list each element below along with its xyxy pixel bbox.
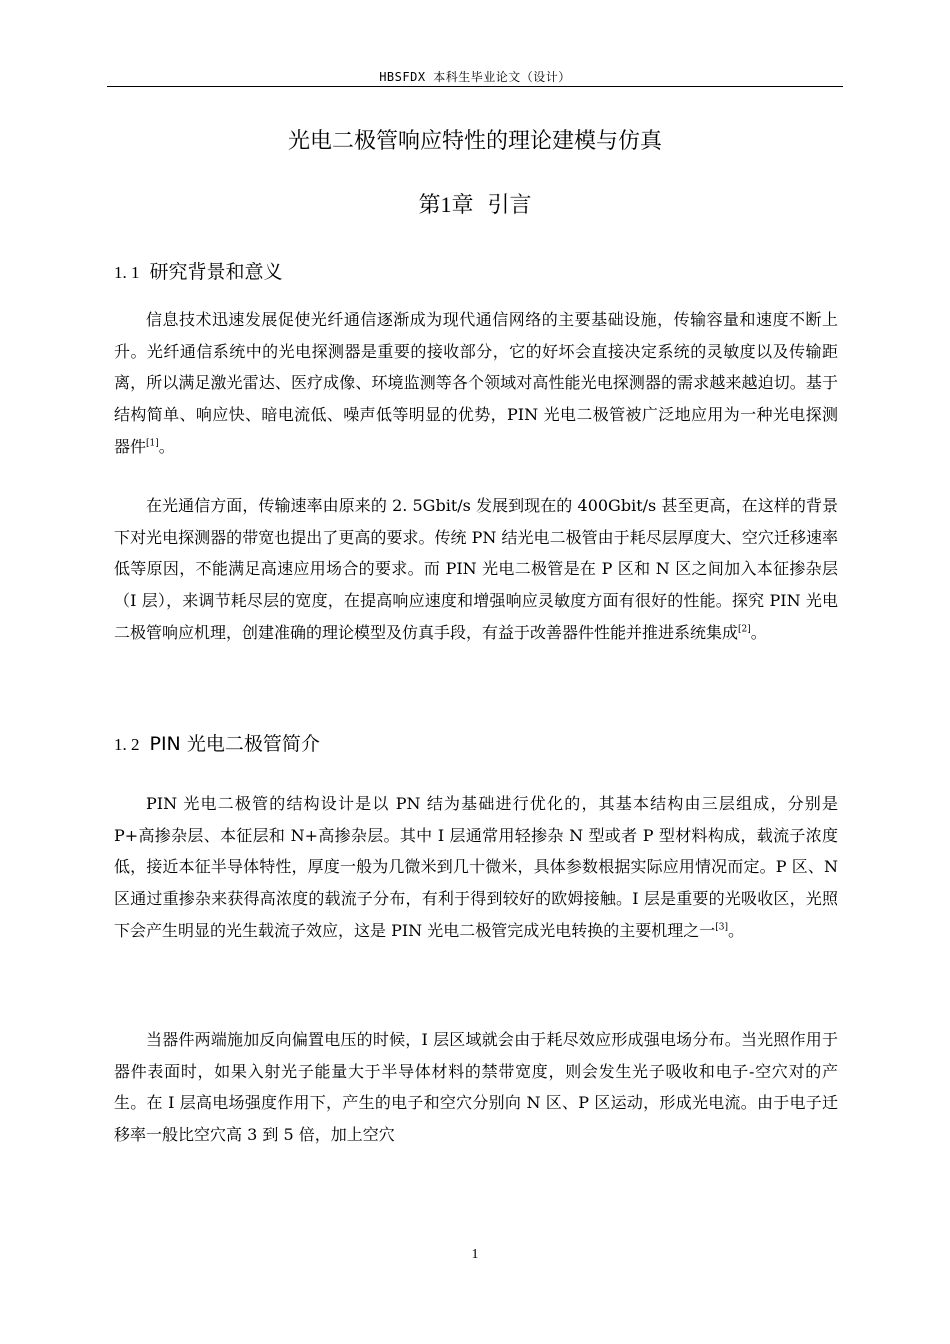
paragraph-text: 在光通信方面，传输速率由原来的 2. 5Gbit/s 发展到现在的 400Gbit/s 甚至更高，在这样的背景下对光电探测器的带宽也提出了更高的要求。传统 PN 结光电二极管由于耗尽层厚度大、空穴迁移速率低等原因，不能满足高速应用场合的要求。而 PIN 光电二极管是在 P 区和 N 区之间加入本征掺杂层（I 层），来调节耗尽层的宽度，在提高响应速度和增强响应灵敏度方面有很好的性能。探究 PIN 光电二极管响应机理，创建准确的理论模型及仿真手段，有益于改善器件性能并推进系统集成 [114,496,838,642]
paragraph-text: 当器件两端施加反向偏置电压的时候，I 层区域就会由于耗尽效应形成强电场分布。当光照作用于器件表面时，如果入射光子能量大于半导体材料的禁带宽度，则会发生光子吸收和电子-空穴对的产生。在 I 层高电场强度作用下，产生的电子和空穴分别向 N 区、P 区运动，形成光电流。由于电子迁移率一般比空穴高 3 到 5 倍，加上空穴 [114,1030,838,1145]
section-title: 研究背景和意义 [149,261,283,283]
paragraph-end: 。 [158,436,175,456]
section-number: 1. 2 [114,735,140,754]
section-title: PIN 光电二极管简介 [149,733,320,755]
paragraph-end: 。 [728,920,745,940]
page-number: 1 [471,1247,479,1262]
paragraph-text: PIN 光电二极管的结构设计是以 PN 结为基础进行优化的，其基本结构由三层组成，分别是 P+高掺杂层、本征层和 N+高掺杂层。其中 I 层通常用轻掺杂 N 型或者 P 型材料构成，载流子浓度低，接近本征半导体特性，厚度一般为几微米到几十微米，具体参数根据实际应用情况而定。P 区、N 区通过重掺杂来获得高浓度的载流子分布，有利于得到较好的欧姆接触。I 层是重要的光吸收区，光照下会产生明显的光生载流子效应，这是 PIN 光电二极管完成光电转换的主要机理之一 [114,794,838,940]
thesis-title: 光电二极管响应特性的理论建模与仿真 [287,129,662,154]
paragraph-text: 信息技术迅速发展促使光纤通信逐渐成为现代通信网络的主要基础设施，传输容量和速度不断上升。光纤通信系统中的光电探测器是重要的接收部分，它的好坏会直接决定系统的灵敏度以及传输距离，所以满足激光雷达、医疗成像、环境监测等各个领域对高性能光电探测器的需求越来越迫切。基于结构简单、响应快、暗电流低、噪声低等明显的优势，PIN 光电二极管被广泛地应用为一种光电探测器件 [114,310,838,456]
body-paragraph [114,490,838,649]
body-paragraph [114,304,838,463]
chapter-prefix: 第 [418,193,441,218]
chapter-number: 1 [440,192,452,217]
citation-marker: [2] [738,624,751,635]
body-paragraph [114,788,838,947]
header-rule [107,86,843,87]
section-number: 1. 1 [114,263,140,282]
running-header: HBSFDX 本科生毕业论文（设计） [379,70,571,84]
section-heading-1-2 [114,729,320,756]
paragraph-end: 。 [750,622,767,642]
body-paragraph [114,1024,838,1151]
section-heading-1-1 [114,257,283,284]
citation-marker: [3] [715,922,729,933]
chapter-heading [107,188,843,219]
chapter-suffix: 章 [451,193,474,218]
citation-marker: [1] [146,438,159,449]
chapter-name: 引言 [487,193,532,218]
